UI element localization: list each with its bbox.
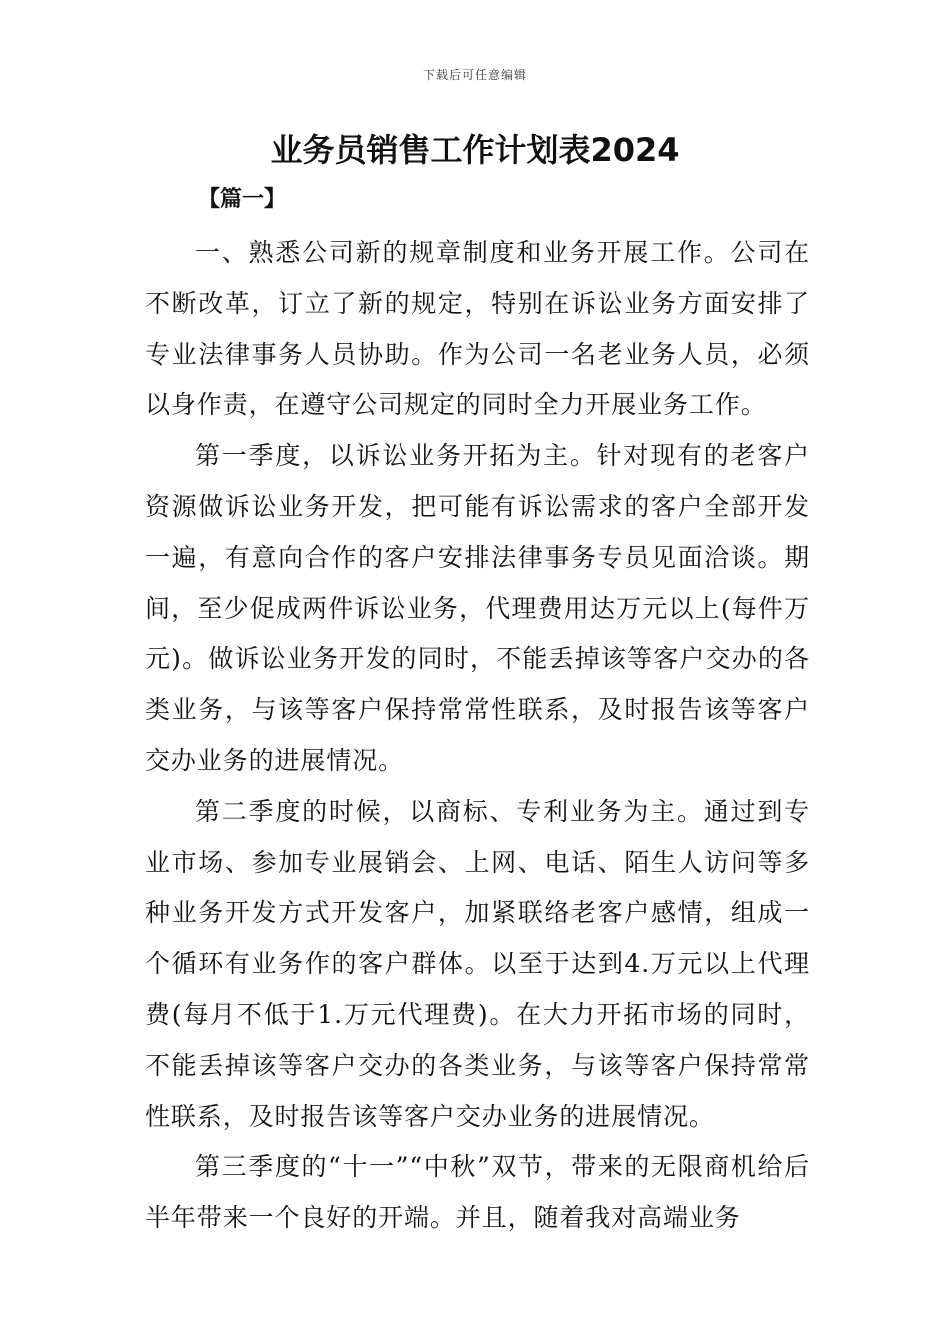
header-note: 下载后可任意编辑 [422,68,527,82]
paragraph-3: 第二季度的时候，以商标、专利业务为主。通过到专业市场、参加专业展销会、上网、电话、陌生人访问等多种业务开发方式开发客户，加紧联络老客户感情，组成一个循环有业务作的客户群体。以至于达到4.万元以上代理费(每月不低于1.万元代理费)。在大力开拓市场的同时，不能丢掉该等客户交办的各类业务，与该等客户保持常常性联系，及时报告该等客户交办业务的进展情况。 [145,796,810,1131]
paragraph-2: 第一季度，以诉讼业务开拓为主。针对现有的老客户资源做诉讼业务开发，把可能有诉讼需求的客户全部开发一遍，有意向合作的客户安排法律事务专员见面洽谈。期间，至少促成两件诉讼业务，代理费用达万元以上(每件万元)。做诉讼业务开发的同时，不能丢掉该等客户交办的各类业务，与该等客户保持常常性联系，及时报告该等客户交办业务的进展情况。 [145,441,810,775]
document-title: 业务员销售工作计划表2024 [270,131,680,169]
paragraph-4: 第三季度的“十一”“中秋”双节，带来的无限商机给后半年带来一个良好的开端。并且，随着我对高端业务 [145,1152,810,1233]
paragraph-1: 一、熟悉公司新的规章制度和业务开展工作。公司在不断改革，订立了新的规定，特别在诉讼业务方面安排了专业法律事务人员协助。作为公司一名老业务人员，必须以身作责，在遵守公司规定的同时全力开展业务工作。 [145,238,810,420]
section-label: 【篇一】 [198,187,287,212]
document-body [145,228,810,1244]
